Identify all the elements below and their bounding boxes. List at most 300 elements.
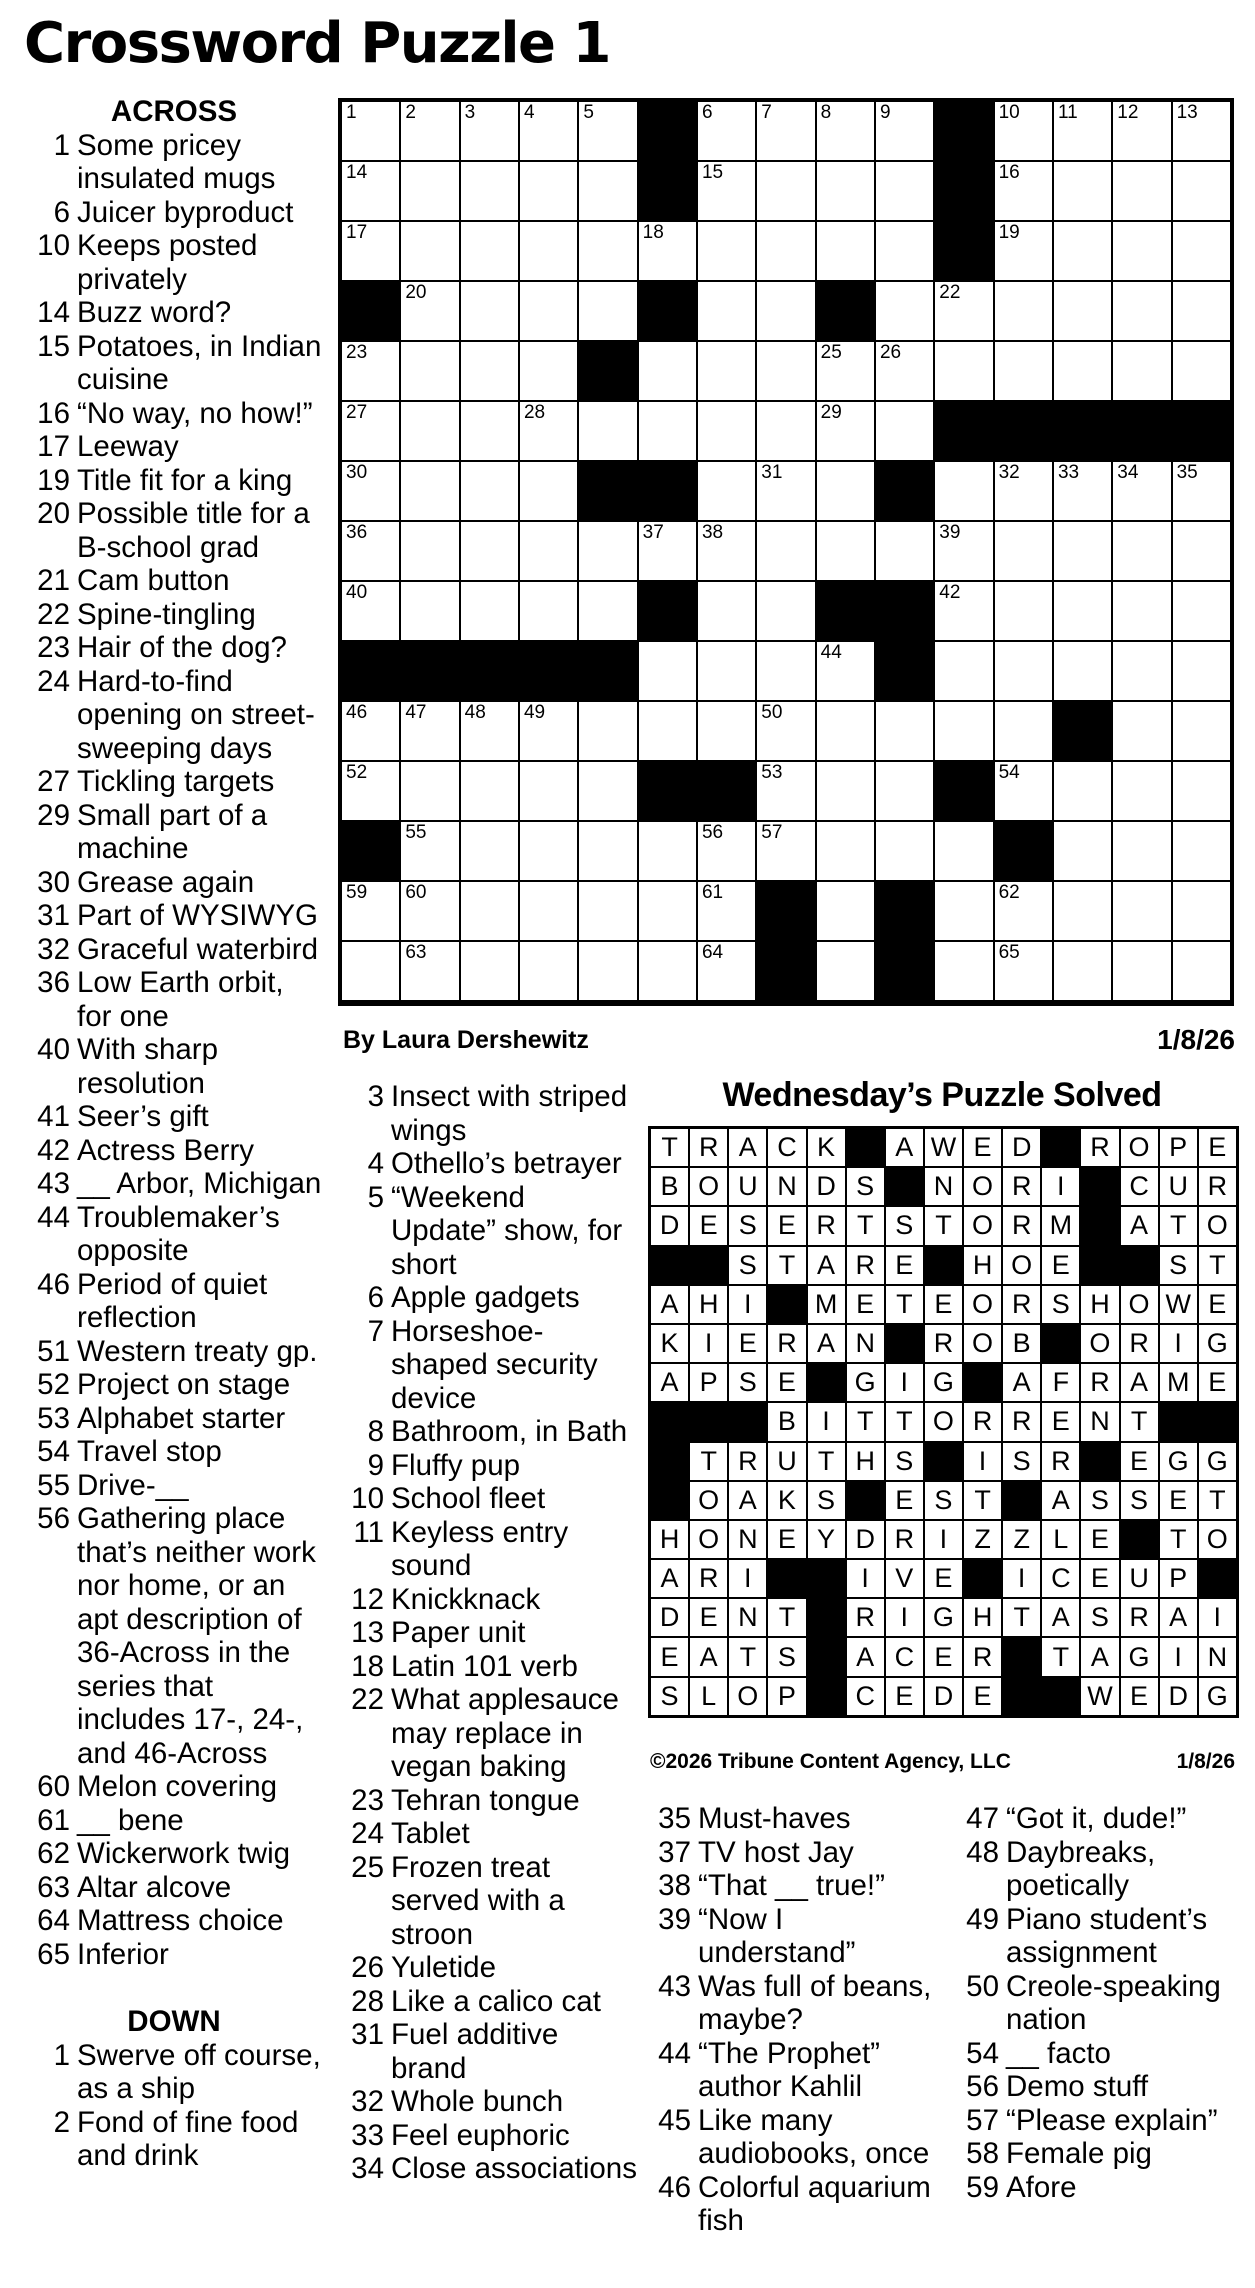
grid-cell[interactable] xyxy=(994,521,1053,581)
clue-item xyxy=(338,2152,638,2186)
grid-cell[interactable] xyxy=(934,461,993,521)
grid-cell[interactable] xyxy=(697,161,756,221)
grid-cell[interactable] xyxy=(400,101,459,161)
clue-number: 63 xyxy=(37,1870,70,1904)
solution-cell: G xyxy=(1120,1637,1159,1676)
grid-cell[interactable] xyxy=(578,881,637,941)
grid-cell[interactable] xyxy=(1112,821,1171,881)
grid-cell[interactable] xyxy=(934,821,993,881)
grid-cell[interactable] xyxy=(994,881,1053,941)
grid-cell[interactable] xyxy=(1112,101,1171,161)
grid-cell[interactable] xyxy=(1172,281,1231,341)
grid-cell[interactable] xyxy=(1053,281,1112,341)
grid-cell[interactable] xyxy=(816,881,875,941)
grid-cell[interactable] xyxy=(341,161,400,221)
grid-cell[interactable] xyxy=(875,161,934,221)
grid-cell[interactable] xyxy=(638,821,697,881)
black-square xyxy=(994,821,1053,881)
grid-cell[interactable] xyxy=(756,221,815,281)
grid-cell[interactable] xyxy=(697,521,756,581)
solution-cell: O xyxy=(728,1677,767,1716)
grid-cell[interactable] xyxy=(460,221,519,281)
solution-cell: S xyxy=(885,1206,924,1245)
grid-cell[interactable] xyxy=(519,941,578,1001)
clue-text: Hard-to-find opening on street-sweeping days xyxy=(77,664,315,765)
clue-column-down-2 xyxy=(338,1080,638,2186)
grid-cell[interactable] xyxy=(1172,221,1231,281)
solution-cell: E xyxy=(846,1285,885,1324)
solution-cell: E xyxy=(885,1677,924,1716)
solution-cell: R xyxy=(963,1637,1002,1676)
grid-cell[interactable] xyxy=(875,101,934,161)
cell-number: 28 xyxy=(523,402,546,423)
grid-cell[interactable] xyxy=(1172,581,1231,641)
solution-cell: T xyxy=(1198,1481,1237,1520)
grid-cell[interactable] xyxy=(519,761,578,821)
grid-cell[interactable] xyxy=(1053,821,1112,881)
grid-cell[interactable] xyxy=(816,761,875,821)
grid-cell[interactable] xyxy=(341,101,400,161)
cell-number: 39 xyxy=(939,522,961,543)
clue-item xyxy=(953,2104,1253,2138)
clue-text: Insect with striped wings xyxy=(391,1080,628,1147)
grid-cell[interactable] xyxy=(697,341,756,401)
clue-item xyxy=(953,1903,1253,1970)
clue-number: 5 xyxy=(367,1180,384,1214)
clue-item xyxy=(24,1871,324,1905)
cell-number: 30 xyxy=(346,462,368,483)
grid-cell[interactable] xyxy=(934,341,993,401)
solution-cell: G xyxy=(1159,1442,1198,1481)
clue-text: Like many audiobooks, once xyxy=(698,2103,930,2170)
grid-cell[interactable] xyxy=(400,701,459,761)
grid-cell[interactable] xyxy=(578,161,637,221)
grid-cell[interactable] xyxy=(1053,641,1112,701)
solution-cell: R xyxy=(924,1324,963,1363)
cell-number: 3 xyxy=(464,102,476,123)
grid-cell[interactable] xyxy=(400,521,459,581)
grid-cell[interactable] xyxy=(875,341,934,401)
grid-cell[interactable] xyxy=(519,401,578,461)
clue-number: 57 xyxy=(966,2103,999,2137)
clue-number: 58 xyxy=(966,2137,999,2170)
grid-cell[interactable] xyxy=(697,401,756,461)
grid-cell[interactable] xyxy=(341,701,400,761)
grid-cell[interactable] xyxy=(756,401,815,461)
grid-cell[interactable] xyxy=(1053,221,1112,281)
grid-cell[interactable] xyxy=(697,701,756,761)
grid-cell[interactable] xyxy=(1112,461,1171,521)
clue-text: Horseshoe-shaped security device xyxy=(391,1314,598,1415)
grid-cell[interactable] xyxy=(994,161,1053,221)
black-square xyxy=(816,281,875,341)
solution-cell: A xyxy=(1159,1598,1198,1637)
grid-cell[interactable] xyxy=(578,581,637,641)
grid-cell[interactable] xyxy=(638,941,697,1001)
clue-text: Some pricey insulated mugs xyxy=(77,128,276,195)
grid-cell[interactable] xyxy=(1053,161,1112,221)
clue-number: 37 xyxy=(658,1835,691,1869)
clue-text: Title fit for a king xyxy=(77,463,293,497)
grid-cell[interactable] xyxy=(994,281,1053,341)
solution-cell: Y xyxy=(807,1520,846,1559)
grid-cell[interactable] xyxy=(875,821,934,881)
clue-text: With sharp resolution xyxy=(77,1033,218,1100)
grid-cell[interactable] xyxy=(1112,761,1171,821)
grid-cell[interactable] xyxy=(697,641,756,701)
grid-cell[interactable] xyxy=(638,521,697,581)
grid-cell[interactable] xyxy=(816,221,875,281)
black-square xyxy=(934,161,993,221)
cell-number: 50 xyxy=(761,702,783,723)
grid-cell[interactable] xyxy=(1053,941,1112,1001)
grid-cell[interactable] xyxy=(1172,341,1231,401)
grid-cell[interactable] xyxy=(756,341,815,401)
cell-number: 48 xyxy=(464,702,486,723)
grid-cell[interactable] xyxy=(875,761,934,821)
cell-number: 32 xyxy=(998,462,1020,483)
clue-item xyxy=(953,2070,1253,2104)
grid-cell[interactable] xyxy=(697,581,756,641)
grid-cell[interactable] xyxy=(638,701,697,761)
grid-cell[interactable] xyxy=(756,281,815,341)
grid-cell[interactable] xyxy=(875,401,934,461)
grid-cell[interactable] xyxy=(400,761,459,821)
grid-cell[interactable] xyxy=(460,461,519,521)
grid-cell[interactable] xyxy=(519,701,578,761)
grid-cell[interactable] xyxy=(400,281,459,341)
clue-number: 21 xyxy=(37,564,70,597)
grid-cell[interactable] xyxy=(875,521,934,581)
grid-cell[interactable] xyxy=(341,941,400,1001)
clue-text: Low Earth orbit, for one xyxy=(77,966,284,1033)
grid-cell[interactable] xyxy=(400,401,459,461)
clue-text: Leeway xyxy=(77,430,179,463)
grid-cell[interactable] xyxy=(1053,341,1112,401)
solution-cell: S xyxy=(1080,1481,1119,1520)
grid-cell[interactable] xyxy=(460,101,519,161)
solution-cell: R xyxy=(1198,1167,1237,1206)
grid-cell[interactable] xyxy=(1172,101,1231,161)
clue-number: 6 xyxy=(367,1281,384,1314)
solution-cell: I xyxy=(885,1363,924,1402)
grid-cell[interactable] xyxy=(1112,281,1171,341)
grid-cell[interactable] xyxy=(934,281,993,341)
solution-cell: R xyxy=(689,1128,728,1167)
grid-cell[interactable] xyxy=(994,221,1053,281)
grid-cell[interactable] xyxy=(578,221,637,281)
clue-item xyxy=(24,866,324,900)
grid-cell[interactable] xyxy=(460,521,519,581)
crossword-grid[interactable] xyxy=(338,98,1234,1006)
solution-cell: S xyxy=(807,1481,846,1520)
clue-number: 16 xyxy=(37,396,70,430)
grid-cell[interactable] xyxy=(697,941,756,1001)
grid-cell[interactable] xyxy=(1112,161,1171,221)
clue-text: “Got it, dude!” xyxy=(1006,1802,1187,1835)
grid-cell[interactable] xyxy=(816,701,875,761)
grid-cell[interactable] xyxy=(400,461,459,521)
grid-cell[interactable] xyxy=(519,341,578,401)
clue-number: 8 xyxy=(367,1415,384,1448)
grid-cell[interactable] xyxy=(578,821,637,881)
clue-number: 33 xyxy=(351,2118,384,2152)
grid-cell[interactable] xyxy=(578,941,637,1001)
solution-black-square xyxy=(650,1481,689,1520)
clue-text: Hair of the dog? xyxy=(77,631,287,664)
grid-cell[interactable] xyxy=(756,701,815,761)
grid-cell[interactable] xyxy=(460,701,519,761)
grid-cell[interactable] xyxy=(400,881,459,941)
grid-cell[interactable] xyxy=(519,281,578,341)
grid-cell[interactable] xyxy=(341,461,400,521)
grid-cell[interactable] xyxy=(697,221,756,281)
grid-cell[interactable] xyxy=(1053,581,1112,641)
grid-cell[interactable] xyxy=(400,821,459,881)
grid-cell[interactable] xyxy=(341,1001,400,1003)
solution-cell: P xyxy=(767,1677,806,1716)
grid-cell[interactable] xyxy=(460,161,519,221)
grid-cell[interactable] xyxy=(816,461,875,521)
grid-cell[interactable] xyxy=(1172,521,1231,581)
grid-cell[interactable] xyxy=(341,881,400,941)
black-square xyxy=(638,161,697,221)
grid-cell[interactable] xyxy=(519,161,578,221)
clue-item xyxy=(953,2137,1253,2171)
grid-cell[interactable] xyxy=(756,101,815,161)
solution-cell: N xyxy=(924,1167,963,1206)
grid-cell[interactable] xyxy=(994,581,1053,641)
grid-cell[interactable] xyxy=(460,401,519,461)
grid-cell[interactable] xyxy=(756,761,815,821)
grid-cell[interactable] xyxy=(1112,521,1171,581)
solution-cell: T xyxy=(1159,1520,1198,1559)
grid-cell[interactable] xyxy=(400,341,459,401)
solution-cell: Z xyxy=(963,1520,1002,1559)
grid-cell[interactable] xyxy=(756,581,815,641)
solution-cell: C xyxy=(1120,1167,1159,1206)
solution-cell: I xyxy=(1159,1637,1198,1676)
grid-cell[interactable] xyxy=(400,941,459,1001)
grid-cell[interactable] xyxy=(994,101,1053,161)
clue-item xyxy=(24,799,324,866)
clue-item xyxy=(24,497,324,564)
grid-cell[interactable] xyxy=(934,881,993,941)
grid-cell[interactable] xyxy=(341,341,400,401)
grid-cell[interactable] xyxy=(697,821,756,881)
grid-cell[interactable] xyxy=(756,821,815,881)
grid-cell[interactable] xyxy=(1053,761,1112,821)
clue-number: 29 xyxy=(37,798,70,832)
grid-cell[interactable] xyxy=(934,521,993,581)
clue-text: Swerve off course, as a ship xyxy=(77,2038,321,2105)
grid-cell[interactable] xyxy=(460,581,519,641)
grid-cell[interactable] xyxy=(1112,881,1171,941)
black-square xyxy=(638,761,697,821)
grid-cell[interactable] xyxy=(934,701,993,761)
solution-cell: A xyxy=(807,1246,846,1285)
clue-text: Spine-tingling xyxy=(77,597,256,631)
grid-cell[interactable] xyxy=(1053,101,1112,161)
grid-cell[interactable] xyxy=(638,341,697,401)
grid-cell[interactable] xyxy=(519,581,578,641)
grid-cell[interactable] xyxy=(578,401,637,461)
solution-cell: H xyxy=(689,1285,728,1324)
grid-cell[interactable] xyxy=(1112,341,1171,401)
grid-cell[interactable] xyxy=(697,101,756,161)
solution-cell: O xyxy=(1198,1206,1237,1245)
grid-cell[interactable] xyxy=(341,761,400,821)
grid-cell[interactable] xyxy=(816,401,875,461)
grid-cell[interactable] xyxy=(1172,461,1231,521)
clue-item xyxy=(338,1817,638,1851)
grid-cell[interactable] xyxy=(1172,641,1231,701)
clue-text: Demo stuff xyxy=(1006,2070,1149,2103)
grid-cell[interactable] xyxy=(460,941,519,1001)
solution-cell: D xyxy=(1002,1128,1041,1167)
grid-cell[interactable] xyxy=(756,521,815,581)
grid-cell[interactable] xyxy=(1172,941,1231,1001)
grid-cell[interactable] xyxy=(1053,881,1112,941)
grid-cell[interactable] xyxy=(1112,581,1171,641)
grid-cell[interactable] xyxy=(697,461,756,521)
grid-cell[interactable] xyxy=(460,761,519,821)
grid-cell[interactable] xyxy=(519,881,578,941)
grid-cell[interactable] xyxy=(816,641,875,701)
grid-cell[interactable] xyxy=(1172,881,1231,941)
clue-item xyxy=(953,2171,1253,2205)
grid-cell[interactable] xyxy=(400,221,459,281)
grid-cell[interactable] xyxy=(994,341,1053,401)
grid-cell[interactable] xyxy=(756,641,815,701)
grid-cell[interactable] xyxy=(697,881,756,941)
black-square xyxy=(578,641,637,701)
clue-item xyxy=(338,1516,638,1583)
grid-cell[interactable] xyxy=(638,221,697,281)
solution-cell: E xyxy=(767,1363,806,1402)
grid-cell[interactable] xyxy=(756,161,815,221)
clue-text: Latin 101 verb xyxy=(391,1649,578,1683)
grid-cell[interactable] xyxy=(756,461,815,521)
grid-cell[interactable] xyxy=(519,101,578,161)
grid-cell[interactable] xyxy=(816,941,875,1001)
cell-number: 42 xyxy=(939,582,961,603)
solution-cell: P xyxy=(1159,1559,1198,1598)
grid-cell[interactable] xyxy=(994,701,1053,761)
grid-cell[interactable] xyxy=(578,761,637,821)
solution-cell: O xyxy=(963,1324,1002,1363)
clue-number: 22 xyxy=(37,597,70,631)
grid-cell[interactable] xyxy=(994,941,1053,1001)
grid-cell[interactable] xyxy=(400,161,459,221)
grid-cell[interactable] xyxy=(460,881,519,941)
grid-cell[interactable] xyxy=(816,101,875,161)
grid-cell[interactable] xyxy=(341,521,400,581)
grid-cell[interactable] xyxy=(875,701,934,761)
grid-cell[interactable] xyxy=(697,281,756,341)
grid-cell[interactable] xyxy=(875,221,934,281)
clue-number: 42 xyxy=(37,1133,70,1167)
grid-cell[interactable] xyxy=(934,581,993,641)
grid-cell[interactable] xyxy=(341,581,400,641)
grid-cell[interactable] xyxy=(341,401,400,461)
clue-number: 7 xyxy=(367,1314,384,1348)
clue-text: Daybreaks, poetically xyxy=(1006,1835,1156,1902)
grid-cell[interactable] xyxy=(1112,701,1171,761)
grid-cell[interactable] xyxy=(519,521,578,581)
grid-cell[interactable] xyxy=(519,461,578,521)
grid-cell[interactable] xyxy=(875,281,934,341)
clue-item xyxy=(645,2037,945,2104)
grid-cell[interactable] xyxy=(934,641,993,701)
grid-cell[interactable] xyxy=(1112,641,1171,701)
clue-item xyxy=(645,1836,945,1870)
grid-cell[interactable] xyxy=(578,281,637,341)
solution-cell: G xyxy=(846,1363,885,1402)
cell-number: 35 xyxy=(1176,462,1198,483)
solution-cell: T xyxy=(885,1285,924,1324)
cell-number: 16 xyxy=(998,162,1020,183)
clue-item xyxy=(953,1836,1253,1903)
grid-cell[interactable] xyxy=(400,581,459,641)
grid-cell[interactable] xyxy=(994,761,1053,821)
grid-cell[interactable] xyxy=(1172,701,1231,761)
solution-cell: S xyxy=(728,1363,767,1402)
solution-cell: I xyxy=(924,1520,963,1559)
grid-cell[interactable] xyxy=(519,821,578,881)
clue-text: Frozen treat served with a stroon xyxy=(391,1850,565,1951)
grid-cell[interactable] xyxy=(578,701,637,761)
cell-number: 14 xyxy=(346,162,368,183)
grid-cell[interactable] xyxy=(638,401,697,461)
grid-cell[interactable] xyxy=(994,641,1053,701)
grid-cell[interactable] xyxy=(578,521,637,581)
grid-cell[interactable] xyxy=(1172,821,1231,881)
grid-cell[interactable] xyxy=(578,101,637,161)
grid-cell[interactable] xyxy=(934,941,993,1001)
grid-cell[interactable] xyxy=(1112,221,1171,281)
clue-text: Altar alcove xyxy=(77,1870,232,1904)
grid-cell[interactable] xyxy=(1053,461,1112,521)
clue-number: 46 xyxy=(37,1267,70,1301)
solution-black-square xyxy=(1080,1246,1119,1285)
grid-cell[interactable] xyxy=(816,821,875,881)
solution-cell: N xyxy=(728,1598,767,1637)
grid-cell[interactable] xyxy=(1112,941,1171,1001)
grid-cell[interactable] xyxy=(816,161,875,221)
clue-number: 31 xyxy=(37,899,70,932)
grid-cell[interactable] xyxy=(460,281,519,341)
solution-black-square xyxy=(1002,1481,1041,1520)
grid-cell[interactable] xyxy=(1053,521,1112,581)
grid-cell[interactable] xyxy=(638,641,697,701)
grid-cell[interactable] xyxy=(1172,161,1231,221)
grid-cell[interactable] xyxy=(341,221,400,281)
black-square xyxy=(934,221,993,281)
clue-item xyxy=(24,397,324,431)
grid-cell[interactable] xyxy=(816,341,875,401)
grid-cell[interactable] xyxy=(816,521,875,581)
cell-number: 5 xyxy=(583,102,594,123)
grid-cell[interactable] xyxy=(638,881,697,941)
grid-cell[interactable] xyxy=(460,341,519,401)
clue-number: 59 xyxy=(966,2170,999,2204)
grid-cell[interactable] xyxy=(460,821,519,881)
clue-text: __ facto xyxy=(1006,2036,1111,2070)
grid-cell[interactable] xyxy=(519,221,578,281)
grid-cell[interactable] xyxy=(1172,761,1231,821)
grid-cell[interactable] xyxy=(994,461,1053,521)
